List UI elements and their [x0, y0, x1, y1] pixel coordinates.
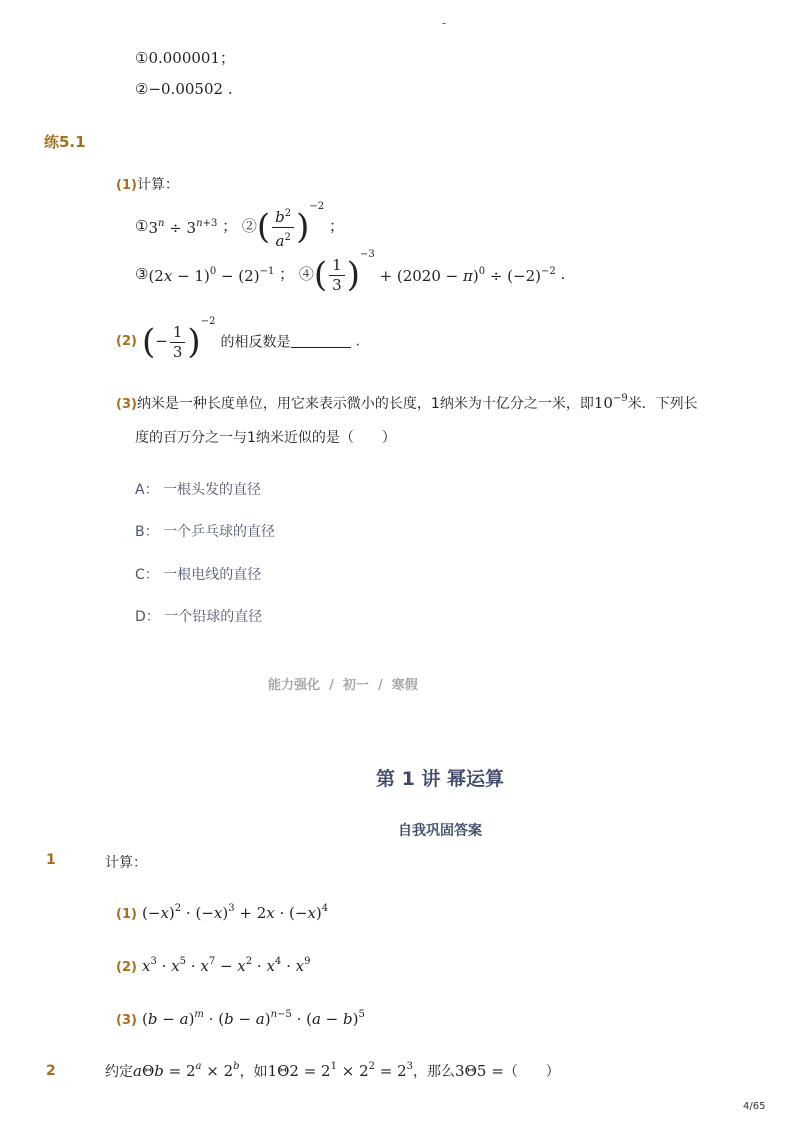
option-c-text: 一根电线的直径 — [163, 567, 262, 583]
q1-sep3: ； — [279, 265, 295, 283]
q1-number: (1) — [116, 178, 137, 193]
breadcrumb-item-1: 能力强化 — [268, 678, 321, 693]
q3-option-b[interactable] — [135, 521, 275, 541]
q2-text: 的相反数是 — [220, 334, 291, 351]
q2-blank — [291, 335, 351, 348]
option-b-text: 一个乒乓球的直径 — [163, 524, 276, 540]
option-a-label: A： — [135, 482, 159, 498]
lecture-subtitle: 自我巩固答案 — [398, 823, 482, 839]
p2-text-a: 约定 — [105, 1064, 133, 1080]
prev-item-1 — [135, 47, 235, 68]
q2-number: (2) — [116, 334, 137, 349]
q3-option-d[interactable] — [135, 606, 262, 626]
q2-end: . — [355, 333, 361, 350]
option-d-text: 一个铅球的直径 — [164, 609, 263, 625]
breadcrumb-item-2: 初一 — [342, 678, 369, 693]
q3-line2: 度的百万分之一与1纳米近似的是（ ） — [135, 430, 396, 446]
q1-circle1: ① — [135, 217, 149, 235]
sub3-number: (3) — [116, 1013, 137, 1028]
q1-circle3: ③ — [135, 265, 149, 283]
q2-line: (2) (− $\frac{1}{3}$ )$^{-2}$ 的相反数是 . — [116, 316, 361, 362]
p2-text-d: （ ） — [503, 1064, 560, 1080]
q1-sep1: ； — [222, 217, 238, 235]
prev-item-2-end: . — [227, 80, 233, 98]
problem-2-text: 约定$a\Theta b = 2^a \times 2^b$，如$1\Theta 2 = 2^1 \times 2^2 = 2^3$，那么3Θ5 =（ ） — [105, 1061, 560, 1080]
practice-title: 练5.1 — [44, 133, 86, 151]
q3-number: (3) — [116, 397, 137, 412]
problem-1-sub1: (1) $(-x)^2 \cdot (-x)^3 + 2x \cdot (-x)^4$ — [116, 903, 329, 922]
page-number: 4/65 — [743, 1101, 766, 1112]
breadcrumb-item-3: 寒假 — [391, 678, 418, 693]
q3-option-a[interactable] — [135, 479, 261, 499]
lecture-title: 第 1 讲 幂运算 — [375, 768, 505, 790]
q3-option-c[interactable] — [135, 564, 261, 584]
q1-circle2: ② — [241, 217, 257, 235]
problem-1-number: 1 — [46, 852, 56, 868]
q1-end: . — [560, 265, 566, 283]
sub2-number: (2) — [116, 960, 137, 975]
problem-2-number: 2 — [46, 1063, 56, 1079]
q1-line1: $①3^n \div 3^{n+3}$ ； ②( $\frac{b^2}{a^2}$ )$^{-2}$ ； — [135, 201, 344, 250]
option-d-label: D： — [135, 609, 160, 625]
breadcrumb — [268, 674, 418, 693]
q3-text-b: 米．下列长 — [627, 396, 698, 412]
p2-text-b: ，如 — [239, 1064, 268, 1080]
q3-line1: (3)纳米是一种长度单位，用它来表示微小的长度，1纳米为十亿分之一米，即$10^{-9}$米．下列长 — [116, 393, 698, 412]
p2-text-c: ，那么 — [413, 1064, 456, 1080]
prev-item-2 — [135, 80, 233, 98]
q1-line2: ③(2x − $1)^0 - (2)^{-1}$ ； ④( $\frac{1}{3}$ )$^{-3} + (2020 - \pi)^0 \div (-2)^{-2}$ . — [135, 249, 566, 295]
q1-heading — [116, 174, 179, 194]
problem-1-sub2: (2) $x^3 \cdot x^5 \cdot x^7 - x^2 \cdot x^4 \cdot x^9$ — [116, 956, 311, 975]
q1-sep2: ； — [328, 217, 344, 235]
q1-lead: 计算： — [136, 177, 179, 193]
problem-1-sub3: (3) $(b - a)^m \cdot (b - a)^{n-5} \cdot (a - b)^5$ — [116, 1009, 365, 1028]
option-a-text: 一根头发的直径 — [163, 482, 262, 498]
option-b-label: B： — [135, 524, 159, 540]
breadcrumb-sep-1: / — [329, 678, 334, 693]
problem-1-text: 计算： — [105, 855, 147, 871]
q1-circle4: ④ — [298, 265, 314, 283]
top-mark: - — [442, 16, 447, 30]
option-c-label: C： — [135, 567, 159, 583]
q3-text-a: 纳米是一种长度单位，用它来表示微小的长度，1纳米为十亿分之一米，即 — [136, 396, 594, 412]
sub1-number: (1) — [116, 907, 137, 922]
breadcrumb-sep-2: / — [377, 678, 383, 693]
prev-item-2-text: ②−0.00502 — [135, 80, 224, 98]
prev-item-1-text: ①0.000001； — [135, 49, 236, 67]
